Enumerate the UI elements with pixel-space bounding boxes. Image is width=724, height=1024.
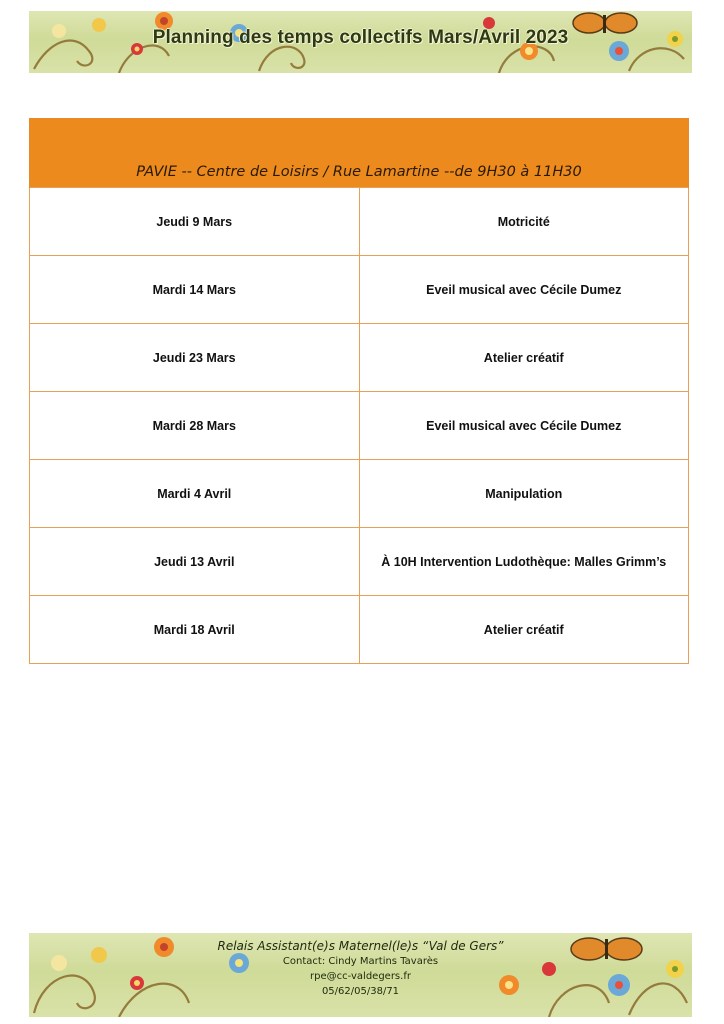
- table-row: [30, 188, 689, 256]
- activity-cell: Manipulation: [359, 460, 689, 528]
- schedule-table: [29, 118, 689, 664]
- date-cell: Mardi 18 Avril: [30, 596, 360, 664]
- table-row: [30, 392, 689, 460]
- activity-cell: Atelier créatif: [359, 596, 689, 664]
- activity-cell: Eveil musical avec Cécile Dumez: [359, 392, 689, 460]
- header-banner: [29, 11, 692, 73]
- contact-email: rpe@cc-valdegers.fr: [310, 971, 411, 982]
- table-row: [30, 596, 689, 664]
- activity-cell: Motricité: [359, 188, 689, 256]
- activity-cell: Eveil musical avec Cécile Dumez: [359, 256, 689, 324]
- date-cell: Mardi 14 Mars: [30, 256, 360, 324]
- contact-phone: 05/62/05/38/71: [321, 986, 400, 997]
- table-row: [30, 528, 689, 596]
- activity-cell: Atelier créatif: [359, 324, 689, 392]
- footer-banner: [29, 933, 692, 1017]
- table-header-row: [30, 119, 689, 188]
- date-cell: Mardi 28 Mars: [30, 392, 360, 460]
- contact-name: Contact: Cindy Martins Tavarès: [282, 956, 439, 967]
- table-row: [30, 324, 689, 392]
- date-cell: Jeudi 9 Mars: [30, 188, 360, 256]
- location-heading-text: PAVIE -- Centre de Loisirs / Rue Lamartine --de 9H30 à 11H30: [136, 164, 582, 180]
- table-row: [30, 256, 689, 324]
- date-cell: Jeudi 23 Mars: [30, 324, 360, 392]
- location-heading: [30, 119, 689, 188]
- organization-name: Relais Assistant(e)s Maternel(le)s “Val de Gers”: [217, 939, 504, 953]
- footer-contact: [29, 939, 692, 999]
- date-cell: Mardi 4 Avril: [30, 460, 360, 528]
- date-cell: Jeudi 13 Avril: [30, 528, 360, 596]
- activity-cell: À 10H Intervention Ludothèque: Malles Grimm’s: [359, 528, 689, 596]
- page-title: Planning des temps collectifs Mars/Avril 2023: [152, 27, 569, 48]
- table-row: [30, 460, 689, 528]
